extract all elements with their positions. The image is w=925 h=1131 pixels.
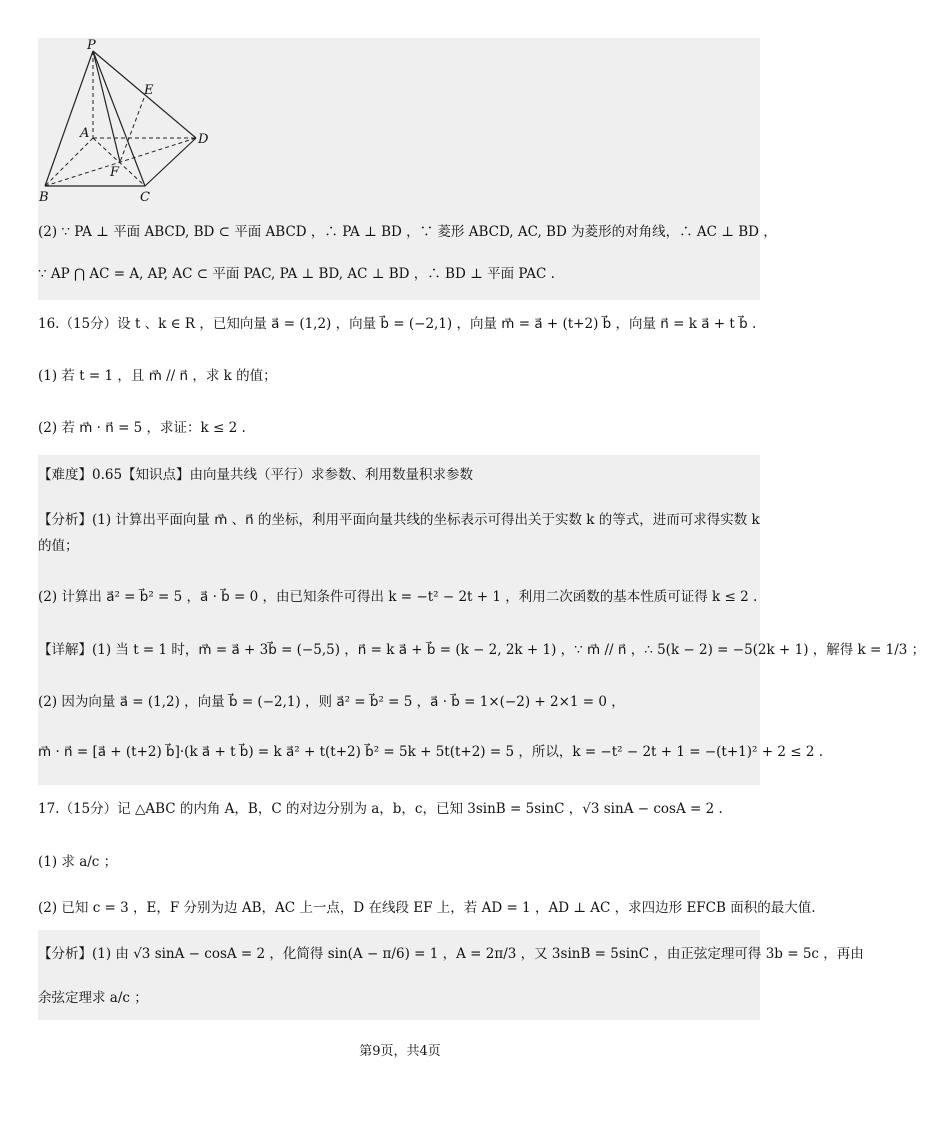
label-A: A [80, 126, 90, 141]
q16-part1: (1) 若 t = 1 ，且 m⃗ // n⃗ ，求 k 的值； [38, 368, 277, 384]
label-P: P [87, 38, 96, 53]
q16-solution-block [38, 455, 925, 785]
pyramid-figure [38, 38, 238, 208]
q16-analysis1: 【分析】(1) 计算出平面向量 m⃗ 、n⃗ 的坐标，利用平面向量共线的坐标表示可得出关于实数 k 的等式，进而可求得实数 k 的值； [38, 512, 760, 554]
label-F: F [110, 165, 120, 180]
page-footer: 第9页，共4页 [359, 1044, 441, 1059]
q17-stem: 17.（15分）记 △ABC 的内角 A，B，C 的对边分别为 a，b，c，已知 3sinB = 5sinC ，√3 sinA − cosA = 2 . [38, 801, 723, 817]
label-B: B [39, 190, 49, 205]
q15-part2-line2: ∵ AP ⋂ AC = A, AP, AC ⊂ 平面 PAC, PA ⊥ BD, AC ⊥ BD ，∴ BD ⊥ 平面 PAC . [38, 266, 555, 282]
q17-part1: (1) 求 a/c ； [38, 854, 118, 870]
label-E: E [144, 83, 154, 98]
edge-AB [45, 138, 93, 186]
q16-analysis2: (2) 计算出 a⃗² = b⃗² = 5 ，a⃗ · b⃗ = 0 ，由已知条件可得出 k = −t² − 2t + 1 ，利用二次函数的基本性质可证得 k ≤ 2 . [38, 589, 758, 605]
q17-analysis2: 余弦定理求 a/c ； [38, 990, 148, 1006]
q16-stem: 16.（15分）设 t 、k ∈ R ，已知向量 a⃗ = (1,2) ，向量 b⃗ = (−2,1) ，向量 m⃗ = a⃗ + (t+2) b⃗ ，向量 n⃗ = k a⃗ + t b⃗ . [38, 316, 757, 332]
edge-BD [45, 138, 196, 186]
q16-detail3: m⃗ · n⃗ = [a⃗ + (t+2) b⃗]·(k a⃗ + t b⃗) = k a⃗² + t(t+2) b⃗² = 5k + 5t(t+2) = 5 ，所以，k = −t² − 2t + 1 = −(t+1)² + 2 ≤ 2 . [38, 744, 823, 760]
q15-part2-line1: (2) ∵ PA ⊥ 平面 ABCD, BD ⊂ 平面 ABCD ，∴ PA ⊥ BD ，∵ 菱形 ABCD, AC, BD 为菱形的对角线，∴ AC ⊥ BD ， [38, 224, 777, 240]
q16-part2: (2) 若 m⃗ · n⃗ = 5 ，求证：k ≤ 2 . [38, 420, 246, 436]
q16-detail2: (2) 因为向量 a⃗ = (1,2) ，向量 b⃗ = (−2,1) ，则 a⃗² = b⃗² = 5 ，a⃗ · b⃗ = 1×(−2) + 2×1 = 0 ， [38, 694, 625, 710]
q16-difficulty: 【难度】0.65【知识点】由向量共线（平行）求参数、利用数量积求参数 [38, 467, 474, 483]
label-C: C [140, 190, 150, 205]
label-D: D [198, 132, 209, 147]
q16-detail1: 【详解】(1) 当 t = 1 时，m⃗ = a⃗ + 3b⃗ = (−5,5) ，n⃗ = k a⃗ + b⃗ = (k − 2, 2k + 1) ，∵ m⃗ // n⃗ ，∴ 5(k − 2) = −5(2k + 1) ，解得 k = 1/3 ； [38, 642, 925, 658]
edge-PF [93, 51, 120, 162]
edge-PB [45, 51, 93, 186]
edge-CD [145, 138, 196, 186]
q17-analysis1: 【分析】(1) 由 √3 sinA − cosA = 2 ，化简得 sin(A − π/6) = 1 ，A = 2π/3 ，又 3sinB = 5sinC ，由正弦定理可得 3b = 5c ，再由 [38, 946, 864, 962]
q17-part2: (2) 已知 c = 3 ，E，F 分别为边 AB，AC 上一点，D 在线段 EF 上，若 AD = 1 ，AD ⊥ AC ，求四边形 EFCB 面积的最大值. [38, 900, 816, 916]
